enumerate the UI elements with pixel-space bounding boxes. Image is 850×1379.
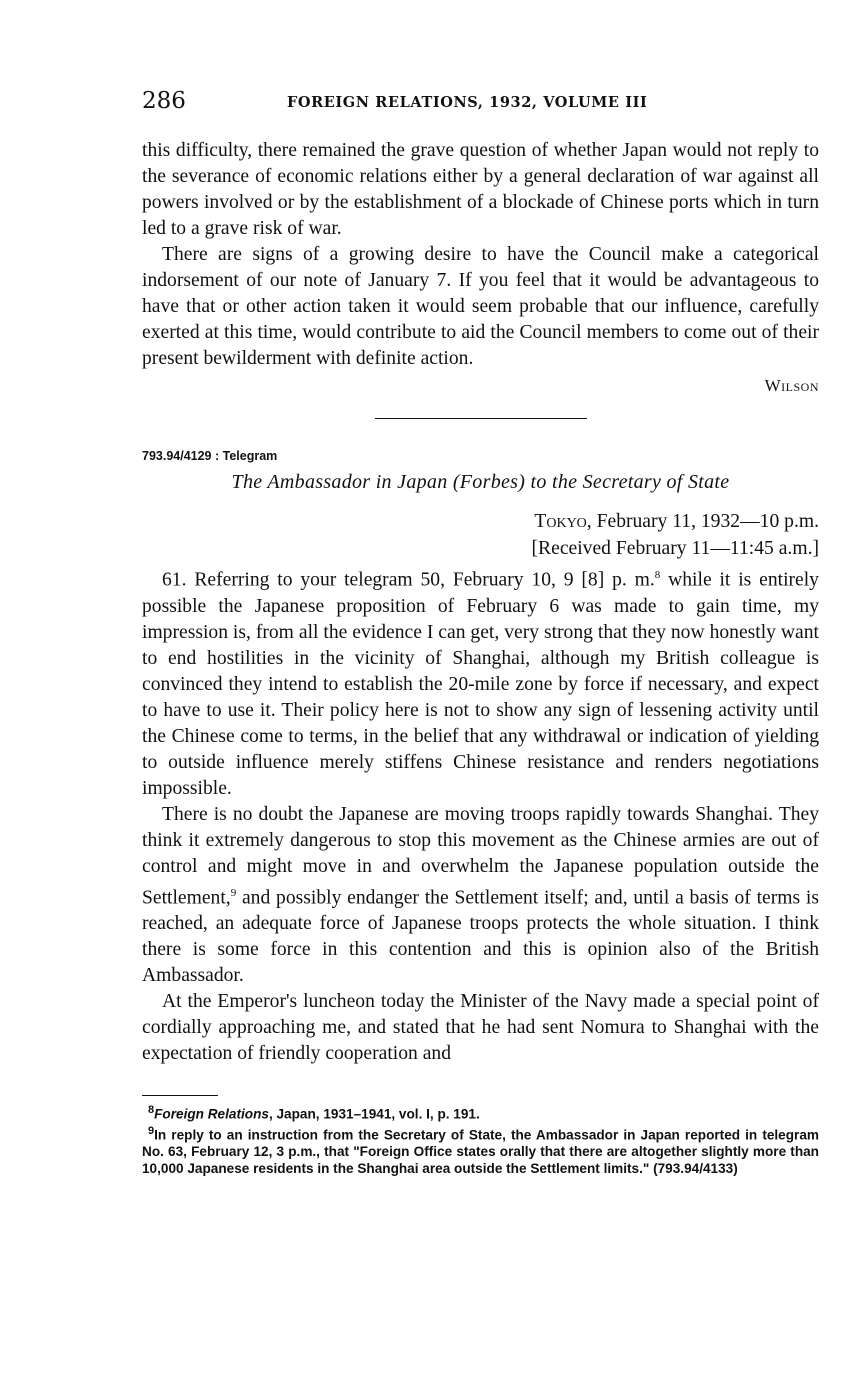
footnote-8-text: , Japan, 1931–1941, vol. I, p. 191. — [268, 1106, 480, 1122]
paragraph-1-start: 61. Referring to your telegram 50, February 10, 9 [8] p. m. — [162, 569, 655, 591]
footnote-9 — [142, 1123, 819, 1177]
telegram-paragraph-3: At the Emperor's luncheon today the Minister of the Navy made a special point of cordially approaching me, and stated that he had sent Nomura to Shanghai with the expectation of friendly cooperation and — [142, 991, 819, 1065]
footnotes — [142, 1102, 819, 1177]
telegram-paragraph-1 — [142, 562, 819, 802]
footnote-9-mark: 9 — [148, 1125, 155, 1138]
paragraph-2-rest: and possibly endanger the Settlement itself; and, until a basis of terms is reached, an adequate force of Japanese troops protects the whole situation. I think there is some force in this contention and this is opinion also of the British Ambassador. — [142, 887, 819, 987]
section-divider — [375, 418, 587, 419]
footnote-ref-9: 9 — [230, 886, 237, 899]
document-page — [142, 88, 819, 1177]
dateline — [142, 508, 819, 562]
footnote-ref-8: 8 — [654, 569, 661, 581]
paragraph-2-start: There is no doubt the Japanese are moving troops rapidly towards Shanghai. They think it extremely dangerous to stop this movement as the Chinese armies are out of control and might move in and overwhelm the Japanese population outside the Settlement, — [142, 803, 819, 909]
footnote-8-mark: 8 — [148, 1104, 155, 1117]
footnote-8 — [142, 1102, 819, 1123]
dateline-sent — [142, 508, 819, 535]
telegram-paragraph-2 — [142, 802, 819, 990]
dateline-date: , February 11, 1932—10 p.m. — [586, 511, 819, 532]
dateline-place: Tokyo — [534, 511, 587, 532]
page-header — [142, 88, 819, 122]
council-paragraph: There are signs of a growing desire to have the Council make a categorical indorsement of our note of January 7. If you feel that it would be advantageous to have that or other action taken it would seem probable that our influence, carefully exerted at this time, would contribute to aid the Council members to come out of their present bewilderment with definite action. — [142, 244, 819, 369]
page-number: 286 — [142, 88, 186, 114]
footnote-divider — [142, 1095, 218, 1096]
dateline-received: [Received February 11—11:45 a.m.] — [531, 538, 819, 559]
continued-paragraph: this difficulty, there remained the grave question of whether Japan would not reply to the severance of economic relations either by a general declaration of war against all powers involved or by the establishment of a blockade of Chinese ports which in turn led to a grave risk of war. — [142, 140, 819, 239]
running-head: FOREIGN RELATIONS, 1932, VOLUME III — [287, 94, 648, 111]
file-number: 793.94/4129 : Telegram — [142, 449, 278, 463]
paragraph-1-rest: while it is entirely possible the Japanese proposition of February 6 was made to gain time, my impression is, from all the evidence I can get, very strong that they now honestly want to end hostilities in the vicinity of Shanghai, although my British colleague is convinced they intend to establish the 20-mile zone by force if necessary, and expect to have to use it. Their policy here is not to show any sign of lessening activity until the Chinese come to terms, in the belief that any withdrawal or indication of yielding to outside influence merely stiffens Chinese resistance and renders negotiations impossible. — [142, 569, 819, 799]
signature: Wilson — [764, 376, 819, 395]
document-title: The Ambassador in Japan (Forbes) to the Secretary of State — [231, 471, 730, 493]
footnote-8-title: Foreign Relations — [154, 1106, 269, 1122]
footnote-9-text: In reply to an instruction from the Secretary of State, the Ambassador in Japan reported in telegram No. 63, February 12, 3 p.m., that "Foreign Office states orally that there are altogether slightly more than 10,000 Japanese residents in the Shanghai area outside the Settlement limits." (793.94/4133) — [142, 1127, 819, 1176]
